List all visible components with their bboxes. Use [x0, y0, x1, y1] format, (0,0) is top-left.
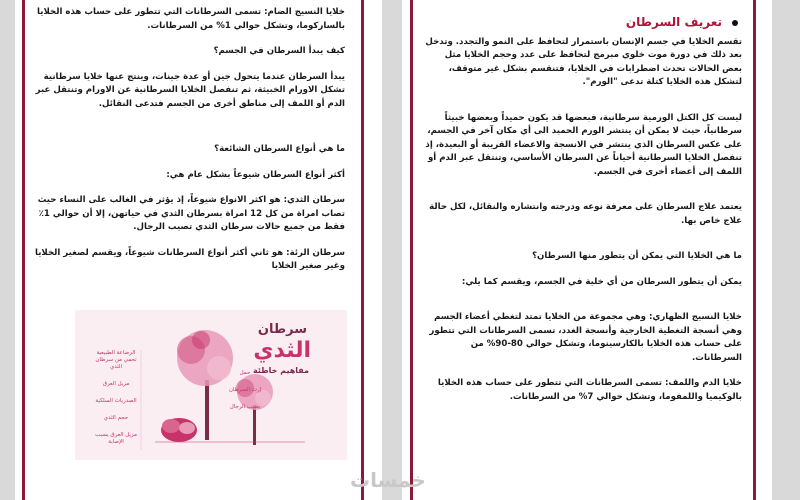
- breast-cancer-poster: [75, 310, 347, 460]
- document-page-left: [15, 0, 382, 500]
- poster-myth-item: الصدريات السلكية: [95, 398, 137, 404]
- paragraph-origin-intro: يمكن أن يتطور السرطان من أي خلية في الجسم، ويقسم كما يلي:: [461, 276, 742, 287]
- bush-icon: [161, 418, 197, 442]
- paragraph-lung-cancer: سرطان الرئة: هو ثاني أكثر أنواع السرطانات شيوعاً، ويقسم لصغير الخلايا وغير صغير الخلايا: [34, 247, 345, 271]
- paragraph-connective-tissue: خلايا النسيج الضام: تسمى السرطانات التي تتطور على حساب هذه الخلايا بالساركوما، وتشكل حوالي 1% من السرطانات.: [37, 7, 345, 31]
- poster-title-line2: الثدي: [253, 338, 311, 363]
- paragraph-tumor-types: ليست كل الكتل الورمية سرطانية، فبعضها قد يكون حميداً وبعضها خبيثاً سرطانياً، حيث لا يمكن أن ينتشر الورم الحميد الى أي مكان آخر في الجسم، على عكس السرطان الذي ينتشر في الانسجة والاعضاء القريبة أو البعيدة، إذ تنفصل الخلايا السرطانية أحياناً عن السرطان الأساسي، وتنتقل عبر الدم أو اللمف إلى أعضاء أخرى في الجسم.: [425, 112, 742, 177]
- question-origin-cells: ما هي الخلايا التي يمكن أن يتطور منها السرطان؟: [532, 251, 742, 261]
- heading-cancer-definition: تعريف السرطان: [625, 15, 722, 29]
- document-page-right: [402, 0, 772, 500]
- paragraph-breast-cancer: سرطان الثدي: هو اكثر الانواع شيوعاً، إذ يؤثر في الغالب على النساء حيث تصاب امراة من كل 12 امراة بسرطان الثدي في حياتهن، إلا أن حوالي 1٪ فقط من جميع حالات سرطان الثدي تصيب الرجال.: [37, 195, 345, 232]
- page-content: [33, 6, 345, 274]
- poster-myth-item: إرث السرطان: [228, 387, 262, 393]
- paragraph-common-types-intro: أكثر أنواع السرطان شيوعاً بشكل عام هي:: [166, 169, 345, 180]
- bullet-icon: [732, 20, 738, 26]
- paragraph-blood-lymph: خلايا الدم واللمف: تسمى السرطانات التي تتطور على حساب هذه الخلايا بالوكيميا واللمفوما، وتشكل حوالي 7% من السرطانات.: [437, 378, 742, 402]
- poster-myth-item: مزيل العرق: [102, 381, 130, 387]
- poster-myth-item: حمل: [239, 370, 251, 376]
- poster-myth-item: حجم الثدي: [103, 415, 129, 421]
- question-common-types: ما هي أنواع السرطان الشائعة؟: [214, 144, 345, 154]
- section-heading: [422, 16, 738, 30]
- poster-myth-item: يصيب الرجال: [229, 404, 261, 410]
- poster-subtitle: مفاهيم خاطئة: [252, 366, 309, 375]
- paragraph-treatment: يعتمد علاج السرطان على معرفة نوعه ودرجته وانتشاره والنقائل، لكل حالة علاج خاص بها.: [429, 202, 742, 226]
- paragraph-cell-division: تقسم الخلايا في جسم الإنسان باستمرار لتحافظ على النمو والتجدد. وتدخل بعد ذلك في دورة موت خلوي مبرمج لتحافظ على عدد وحجم الخلايا مثل بعض الحالات تحدث اضطرابات في الخلايا، فتنقسم بشكل غير متوقف، لتشكل هذه الخلايا كتلة تدعى "الورم".: [425, 36, 742, 87]
- paragraph-cancer-start: يبدأ السرطان عندما يتحول جين أو عدة جينات، وينتج عنها خلايا سرطانية تشكل الاورام الخبيثة، ثم تنفصل الخلايا السرطانية عن الاورام وتنتقل عبر الدم أو اللمف إلى مناطق أخرى من الجسم فتدعى النقائل.: [35, 71, 345, 109]
- watermark-logo: خمسات: [350, 468, 426, 492]
- poster-title-line1: سرطان: [257, 322, 307, 337]
- page-content: [422, 6, 742, 404]
- poster-myth-item: الرضاعة الطبيعية تحمي من سرطان الثدي: [95, 350, 137, 370]
- question-how-cancer-starts: كيف يبدأ السرطان في الجسم؟: [213, 46, 345, 56]
- paragraph-epithelial: خلايا النسيج الظهاري: وهي مجموعة من الخلايا تمتد لتغطي أعضاء الجسم وهي أنسجة التغطية الخارجية وأنسجة الغدد، تسمى السرطانات التي تتطور على حساب هذه الخلايا بالكارسينوما، وتشكل حوالي 80-90% من السرطانات.: [429, 312, 742, 363]
- poster-myths-list-mid: [225, 370, 265, 411]
- poster-myth-item: مزيل العرق يسبب الإصابة: [95, 432, 137, 445]
- poster-myths-list: [93, 350, 139, 446]
